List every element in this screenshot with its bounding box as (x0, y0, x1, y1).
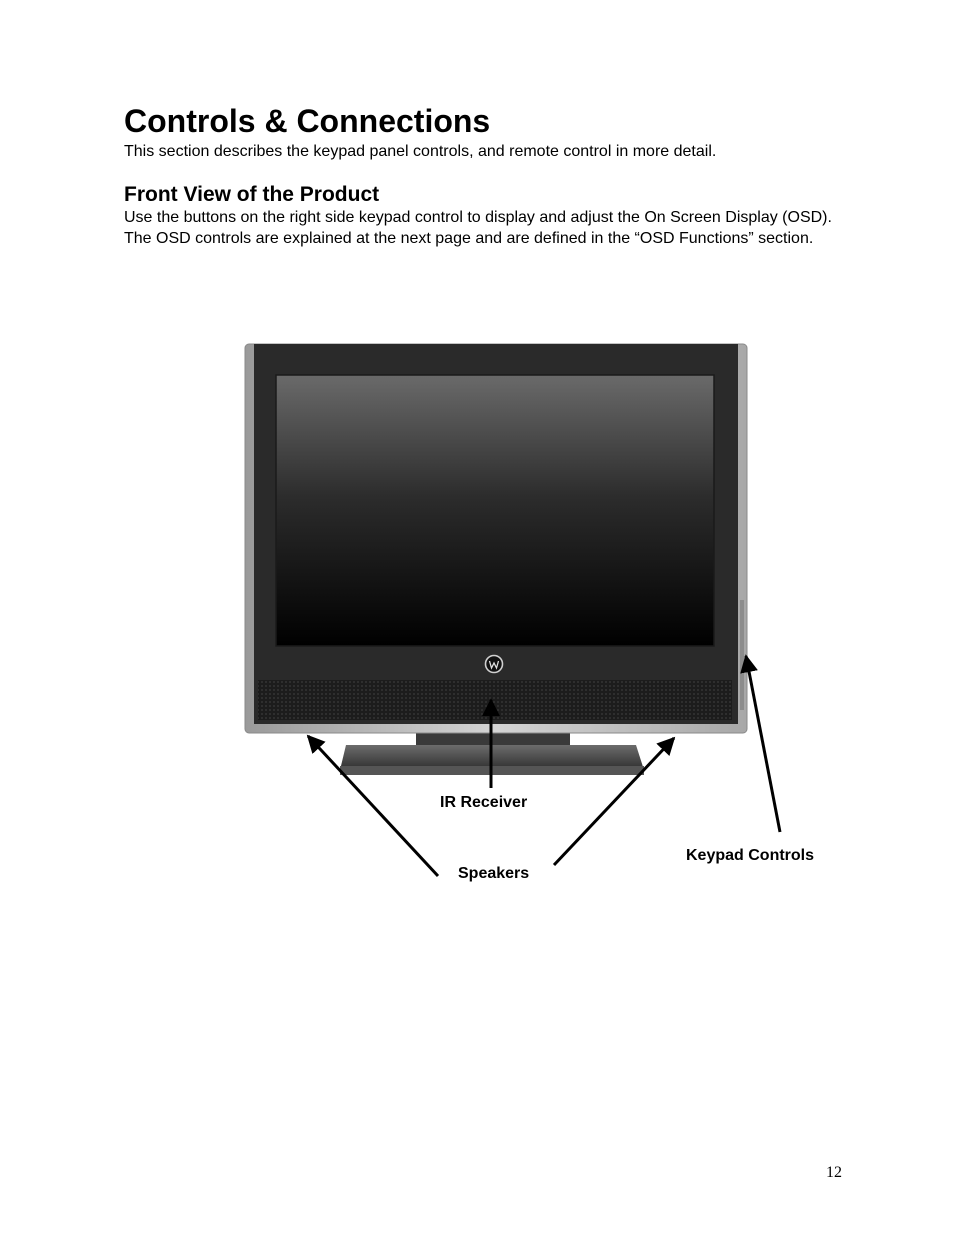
speaker-grille (258, 680, 732, 720)
keypad-strip (740, 600, 744, 710)
page-number: 12 (826, 1164, 842, 1181)
keypad-arrow (746, 656, 780, 832)
front-view-description: Use the buttons on the right side keypad control to display and adjust the On Screen Display (OSD). The OSD controls are explained at the next page and are defined in the “OSD Functions” section. (124, 209, 832, 247)
callout-speakers: Speakers (458, 865, 530, 882)
tv-screen (276, 375, 714, 646)
callout-keypad-controls: Keypad Controls (686, 847, 815, 864)
page-title: Controls & Connections (124, 103, 491, 139)
brand-logo-icon (486, 656, 503, 673)
section-heading-front-view: Front View of the Product (124, 183, 380, 206)
intro-text: This section describes the keypad panel controls, and remote control in more detail. (124, 143, 717, 160)
callout-ir-receiver: IR Receiver (440, 794, 528, 811)
